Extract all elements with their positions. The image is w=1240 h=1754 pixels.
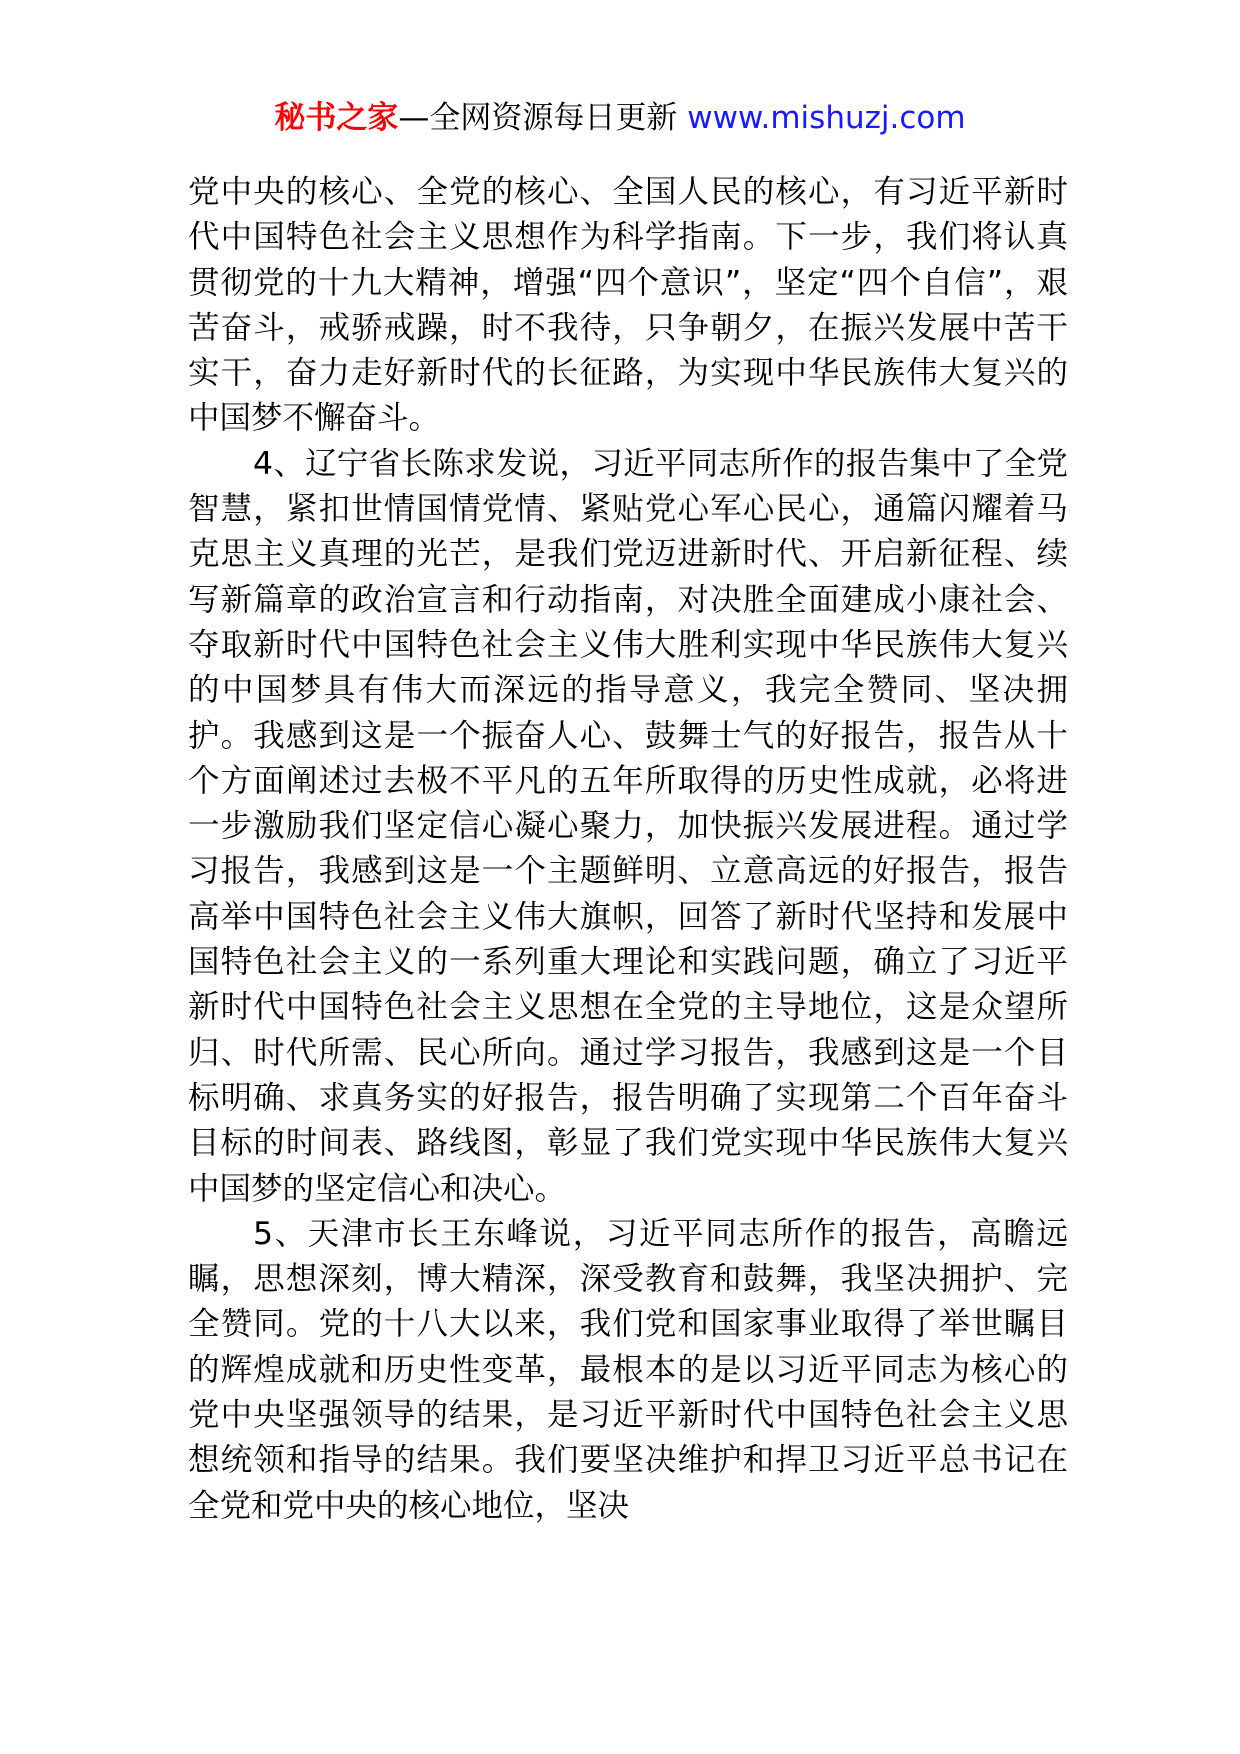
paragraph-tianjin: 5、天津市长王东峰说，习近平同志所作的报告，高瞻远瞩，思想深刻，博大精深，深受教育和鼓舞，我坚决拥护、完全赞同。党的十八大以来，我们党和国家事业取得了举世瞩目的辉煌成就和历史性变革，最根本的是以习近平同志为核心的党中央坚强领导的结果，是习近平新时代中国特色社会主义思想统领和指导的结果。我们要坚决维护和捍卫习近平总书记在全党和党中央的核心地位，坚决 <box>188 1215 1068 1524</box>
site-url-link[interactable]: www.mishuzj.com <box>687 100 966 136</box>
header-tagline: —全网资源每日更新 <box>398 100 678 136</box>
paragraph-continued: 党中央的核心、全党的核心、全国人民的核心，有习近平新时代中国特色社会主义思想作为科学指南。下一步，我们将认真贯彻党的十九大精神，增强“四个意识”，坚定“四个自信”，艰苦奋斗，戒骄戒躁，时不我待，只争朝夕，在振兴发展中苦干实干，奋力走好新时代的长征路，为实现中华民族伟大复兴的中国梦不懈奋斗。 <box>188 174 1068 437</box>
page-header <box>0 96 1240 140</box>
document-body <box>188 170 1068 1529</box>
paragraph-liaoning: 4、辽宁省长陈求发说，习近平同志所作的报告集中了全党智慧，紧扣世情国情党情、紧贴党心军心民心，通篇闪耀着马克思主义真理的光芒，是我们党迈进新时代、开启新征程、续写新篇章的政治宣言和行动指南，对决胜全面建成小康社会、夺取新时代中国特色社会主义伟大胜利实现中华民族伟大复兴的中国梦具有伟大而深远的指导意义，我完全赞同、坚决拥护。我感到这是一个振奋人心、鼓舞士气的好报告，报告从十个方面阐述过去极不平凡的五年所取得的历史性成就，必将进一步激励我们坚定信心凝心聚力，加快振兴发展进程。通过学习报告，我感到这是一个主题鲜明、立意高远的好报告，报告高举中国特色社会主义伟大旗帜，回答了新时代坚持和发展中国特色社会主义的一系列重大理论和实践问题，确立了习近平新时代中国特色社会主义思想在全党的主导地位，这是众望所归、时代所需、民心所向。通过学习报告，我感到这是一个目标明确、求真务实的好报告，报告明确了实现第二个百年奋斗目标的时间表、路线图，彰显了我们党实现中华民族伟大复兴中国梦的坚定信心和决心。 <box>188 445 1068 1207</box>
brand-name: 秘书之家 <box>274 100 399 136</box>
